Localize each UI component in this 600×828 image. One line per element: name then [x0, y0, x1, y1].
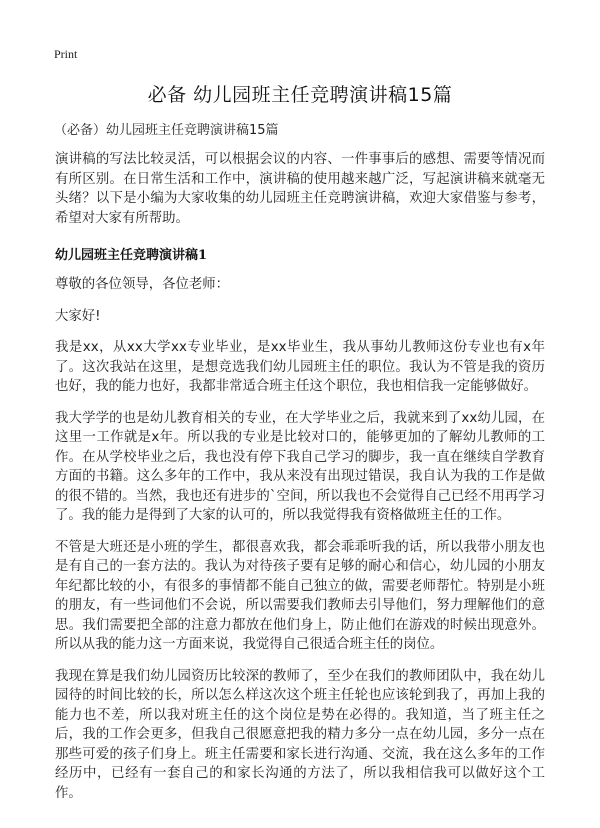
- section-heading: 幼儿园班主任竞聘演讲稿1: [55, 248, 208, 263]
- document-title: 必备 幼儿园班主任竞聘演讲稿15篇: [147, 84, 453, 106]
- intro-paragraph: 演讲稿的写法比较灵活，可以根据会议的内容、一件事事后的感想、需要等情况而有所区别。在日常生活和工作中，演讲稿的使用越来越广泛，写起演讲稿来就毫无头绪？以下是小编为大家收集的幼儿园班主任竞聘演讲稿，欢迎大家借鉴与参考，希望对大家有所帮助。: [55, 152, 545, 226]
- body-paragraph-4: 我现在算是我们幼儿园资历比较深的教师了，至少在我们的教师团队中，我在幼儿园待的时间比较的长，所以怎么样这次这个班主任轮也应该轮到我了，再加上我的能力也不差，所以我对班主任的这个岗位是势在必得的。我知道，当了班主任之后，我的工作会更多，但我自己很愿意把我的精力多分一点在幼儿园，多分一点在那些可爱的孩子们身上。班主任需要和家长进行沟通、交流，我在这么多年的工作经历中，已经有一套自己的和家长沟通的方法了，所以我相信我可以做好这个工作。: [55, 668, 545, 801]
- print-label: Print: [54, 47, 78, 61]
- greeting: 尊敬的各位领导，各位老师：: [55, 277, 230, 292]
- body-paragraph-1: 我是xx，从xx大学xx专业毕业，是xx毕业生，我从事幼儿教师这份专业也有x年了。这次我站在这里，是想竞选我们幼儿园班主任的职位。我认为不管是我的资历也好，我的能力也好，我都非常适合班主任这个职位，我也相信我一定能够做好。: [55, 340, 545, 394]
- document-subtitle: （必备）幼儿园班主任竞聘演讲稿15篇: [54, 123, 279, 138]
- body-paragraph-2: 我大学学的也是幼儿教育相关的专业，在大学毕业之后，我就来到了xx幼儿园，在这里一工作就是x年。所以我的专业是比较对口的，能够更加的了解幼儿教师的工作。在从学校毕业之后，我也没有停下我自己学习的脚步，我一直在继续自学教育方面的书籍。这么多年的工作中，我从来没有出现过错误，我自认为我的工作是做的很不错的。当然，我也还有进步的`空间，所以我也不会觉得自己已经不用再学习了。我的能力是得到了大家的认可的，所以我觉得我有资格做班主任的工作。: [55, 410, 545, 523]
- body-paragraph-3: 不管是大班还是小班的学生，都很喜欢我，都会乖乖听我的话，所以我带小朋友也是有自己的一套方法的。我认为对待孩子要有足够的耐心和信心，幼儿园的小朋友年纪都比较的小，有很多的事情都不能自己独立的做，需要老师帮忙。特别是小班的朋友，有一些词他们不会说，所以需要我们教师去引导他们，努力理解他们的意思。我们需要把全部的注意力都放在他们身上，防止他们在游戏的时候出现意外。所以从我的能力这一方面来说，我觉得自己很适合班主任的岗位。: [55, 539, 545, 652]
- hello: 大家好!: [55, 308, 101, 324]
- document-body: [55, 150, 545, 815]
